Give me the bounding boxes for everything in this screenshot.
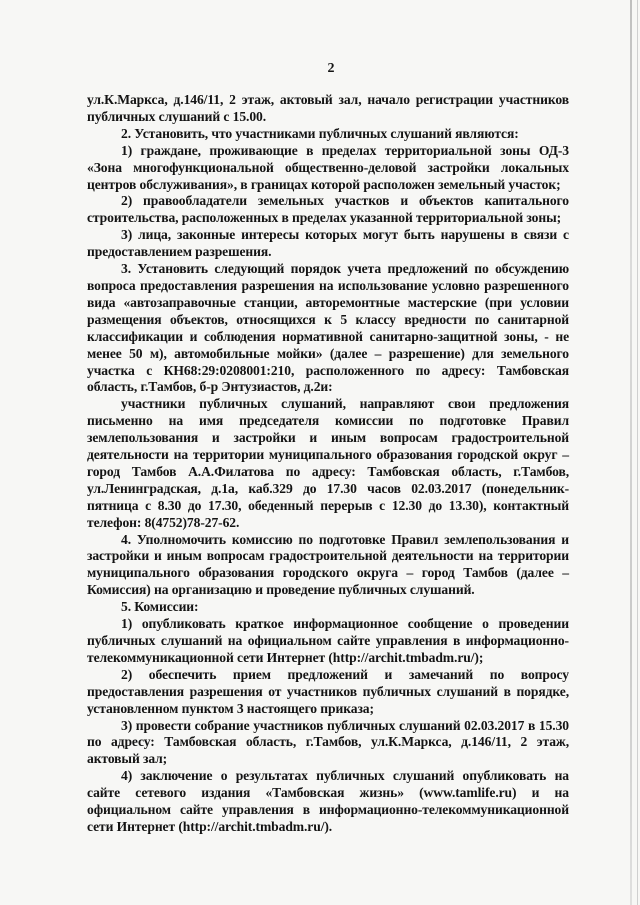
scan-edge-line	[637, 0, 638, 905]
paragraph-commission-task-2: 2) обеспечить прием предложений и замечаний по вопросу предоставления разрешения от участников публичных слушаний в порядке, установленном пунктом 3 настоящего приказа;	[87, 666, 569, 716]
paragraph-item-2: 2. Установить, что участниками публичных слушаний являются:	[121, 125, 519, 141]
paragraph-commission-task-1: 1) опубликовать краткое информационное сообщение о проведении публичных слушаний на официальном сайте управления в информационно-телекоммуникационной сети Интернет (http://archit.tmbadm.ru/);	[87, 616, 569, 665]
page-number: 2	[327, 61, 335, 76]
paragraph-proposals: участники публичных слушаний, направляют свои предложения письменно на имя председателя комиссии по подготовке Правил землепользования и застройки и иным вопросам градостроительной деятельности на территории муниципального образования городской округ – город Тамбов А.А.Филатова по адресу: Тамбовская область, г.Тамбов, ул.Ленинградская, д.1а, каб.329 до 17.30 часов 02.03.2017 (понедельник-пятница с 8.30 до 17.30, обеденный перерыв с 12.30 до 13.30), контактный телефон: 8(4752)78-27-62.	[87, 396, 569, 530]
paragraph-item-5: 5. Комиссии:	[121, 599, 199, 615]
paragraph-address-continuation: ул.К.Маркса, д.146/11, 2 этаж, актовый зал, начало регистрации участников публичных слушаний с 15.00.	[87, 92, 569, 124]
scan-edge-shadow	[630, 0, 632, 905]
paragraph-commission-task-4: 4) заключение о результатах публичных слушаний опубликовать на сайте сетевого издания «Тамбовская жизнь» (www.tamlife.ru) и на официальном сайте управления в информационно-телекоммуникационной сети Интернет (http://archit.tmbadm.ru/).	[87, 768, 569, 834]
paragraph-item-4: 4. Уполномочить комиссию по подготовке Правил землепользования и застройки и иным вопросам градостроительной деятельности на территории муниципального образования городского округа – город Тамбов (далее – Комиссия) на организацию и проведение публичных слушаний.	[87, 531, 569, 598]
paragraph-participants-citizens: 1) граждане, проживающие в пределах территориальной зоны ОД-3 «Зона многофункциональной общественно-деловой застройки локальных центров обслуживания», в границах которой расположен земельный участок;	[87, 142, 569, 192]
document-body	[87, 92, 569, 836]
paragraph-commission-task-3: 3) провести собрание участников публичных слушаний 02.03.2017 в 15.30 по адресу: Тамбовская область, г.Тамбов, ул.К.Маркса, д.146/11, 2 этаж, актовый зал;	[87, 717, 569, 767]
paragraph-participants-owners: 2) правообладатели земельных участков и объектов капитального строительства, расположенных в пределах указанной территориальной зоны;	[87, 193, 569, 226]
paragraph-item-3: 3. Установить следующий порядок учета предложений по обсуждению вопроса предоставления разрешения на использование условно разрешенного вида «автозаправочные станции, авторемонтные мастерские (при условии размещения объектов, относящихся к 5 классу вредности по санитарной классификации и соблюдения нормативной санитарно-защитной зоны, - не менее 50 м), автомобильные мойки» (далее – разрешение) для земельного участка с КН68:29:0208001:210, расположенного по адресу: Тамбовская область, г.Тамбов, б-р Энтузиастов, д.2и:	[87, 261, 569, 395]
paragraph-participants-others: 3) лица, законные интересы которых могут быть нарушены в связи с предоставлением разрешения.	[87, 227, 569, 260]
